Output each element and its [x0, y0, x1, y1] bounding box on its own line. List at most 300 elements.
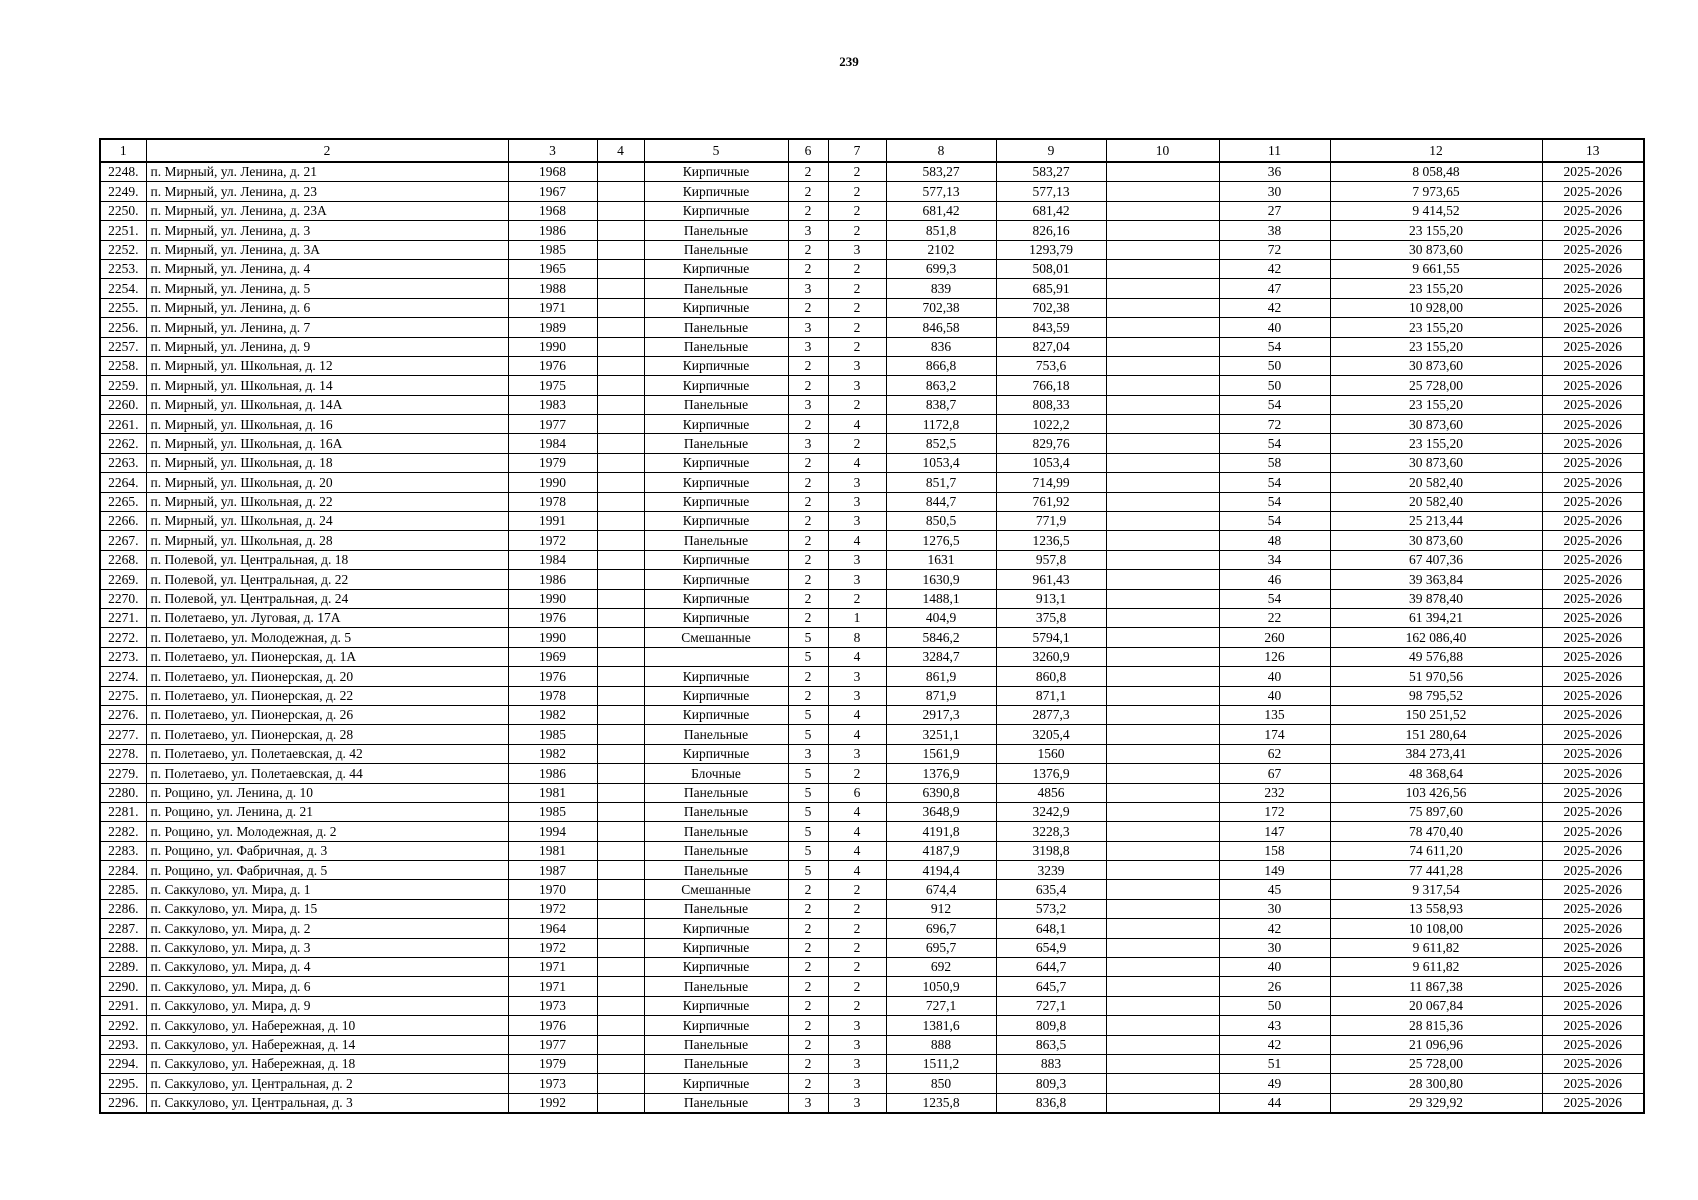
- total-area-cell: 888: [886, 1035, 996, 1054]
- table-row: [100, 395, 1644, 414]
- year-cell: 1986: [508, 570, 597, 589]
- column-4-cell: [597, 705, 644, 724]
- cost-cell: 9 661,55: [1330, 259, 1542, 278]
- entrances-cell: 2: [828, 938, 886, 957]
- cost-cell: 151 280,64: [1330, 725, 1542, 744]
- row-number: 2273.: [100, 647, 146, 666]
- wall-material-cell: Кирпичные: [644, 550, 788, 569]
- period-cell: 2025-2026: [1542, 589, 1644, 608]
- wall-material-cell: Панельные: [644, 802, 788, 821]
- residents-cell: 34: [1219, 550, 1330, 569]
- year-cell: 1985: [508, 802, 597, 821]
- column-10-cell: [1106, 705, 1219, 724]
- entrances-cell: 2: [828, 958, 886, 977]
- total-area-cell: 4191,8: [886, 822, 996, 841]
- address-cell: п. Саккулово, ул. Мира, д. 6: [146, 977, 508, 996]
- column-header-4: 4: [597, 139, 644, 162]
- residents-cell: 260: [1219, 628, 1330, 647]
- total-area-cell: 583,27: [886, 162, 996, 182]
- table-row: [100, 783, 1644, 802]
- row-number: 2257.: [100, 337, 146, 356]
- table-row: [100, 1054, 1644, 1073]
- living-area-cell: 1376,9: [996, 764, 1106, 783]
- total-area-cell: 851,7: [886, 473, 996, 492]
- column-10-cell: [1106, 415, 1219, 434]
- year-cell: 1968: [508, 201, 597, 220]
- row-number: 2249.: [100, 182, 146, 201]
- floors-cell: 3: [788, 434, 828, 453]
- column-10-cell: [1106, 1035, 1219, 1054]
- total-area-cell: 866,8: [886, 356, 996, 375]
- entrances-cell: 3: [828, 744, 886, 763]
- entrances-cell: 2: [828, 221, 886, 240]
- cost-cell: 13 558,93: [1330, 899, 1542, 918]
- column-4-cell: [597, 356, 644, 375]
- entrances-cell: 3: [828, 492, 886, 511]
- living-area-cell: 3260,9: [996, 647, 1106, 666]
- row-number: 2258.: [100, 356, 146, 375]
- total-area-cell: 1050,9: [886, 977, 996, 996]
- residents-cell: 62: [1219, 744, 1330, 763]
- wall-material-cell: Кирпичные: [644, 608, 788, 627]
- column-4-cell: [597, 744, 644, 763]
- column-10-cell: [1106, 628, 1219, 647]
- year-cell: 1969: [508, 647, 597, 666]
- year-cell: 1978: [508, 492, 597, 511]
- column-10-cell: [1106, 802, 1219, 821]
- floors-cell: 2: [788, 899, 828, 918]
- wall-material-cell: Кирпичные: [644, 667, 788, 686]
- address-cell: п. Мирный, ул. Ленина, д. 23А: [146, 201, 508, 220]
- cost-cell: 28 815,36: [1330, 1016, 1542, 1035]
- address-cell: п. Саккулово, ул. Набережная, д. 10: [146, 1016, 508, 1035]
- table-row: [100, 1016, 1644, 1035]
- living-area-cell: 1022,2: [996, 415, 1106, 434]
- address-cell: п. Полетаево, ул. Пионерская, д. 26: [146, 705, 508, 724]
- row-number: 2278.: [100, 744, 146, 763]
- wall-material-cell: Кирпичные: [644, 453, 788, 472]
- column-10-cell: [1106, 899, 1219, 918]
- wall-material-cell: Панельные: [644, 1054, 788, 1073]
- entrances-cell: 3: [828, 1054, 886, 1073]
- address-cell: п. Рощино, ул. Ленина, д. 21: [146, 802, 508, 821]
- column-4-cell: [597, 550, 644, 569]
- wall-material-cell: Панельные: [644, 841, 788, 860]
- period-cell: 2025-2026: [1542, 764, 1644, 783]
- row-number: 2276.: [100, 705, 146, 724]
- wall-material-cell: Панельные: [644, 337, 788, 356]
- address-cell: п. Мирный, ул. Школьная, д. 16: [146, 415, 508, 434]
- address-cell: п. Полетаево, ул. Луговая, д. 17А: [146, 608, 508, 627]
- wall-material-cell: Панельные: [644, 725, 788, 744]
- living-area-cell: 3239: [996, 861, 1106, 880]
- floors-cell: 2: [788, 298, 828, 317]
- period-cell: 2025-2026: [1542, 1035, 1644, 1054]
- living-area-cell: 5794,1: [996, 628, 1106, 647]
- row-number: 2284.: [100, 861, 146, 880]
- wall-material-cell: Кирпичные: [644, 705, 788, 724]
- living-area-cell: 714,99: [996, 473, 1106, 492]
- table-row: [100, 667, 1644, 686]
- cost-cell: 23 155,20: [1330, 221, 1542, 240]
- year-cell: 1982: [508, 744, 597, 763]
- column-4-cell: [597, 608, 644, 627]
- table-row: [100, 240, 1644, 259]
- entrances-cell: 2: [828, 589, 886, 608]
- year-cell: 1984: [508, 550, 597, 569]
- wall-material-cell: Кирпичные: [644, 744, 788, 763]
- floors-cell: 5: [788, 822, 828, 841]
- living-area-cell: 635,4: [996, 880, 1106, 899]
- year-cell: 1978: [508, 686, 597, 705]
- row-number: 2292.: [100, 1016, 146, 1035]
- row-number: 2285.: [100, 880, 146, 899]
- residents-cell: 50: [1219, 356, 1330, 375]
- year-cell: 1990: [508, 628, 597, 647]
- column-4-cell: [597, 240, 644, 259]
- column-10-cell: [1106, 1016, 1219, 1035]
- address-cell: п. Саккулово, ул. Центральная, д. 2: [146, 1074, 508, 1093]
- period-cell: 2025-2026: [1542, 376, 1644, 395]
- living-area-cell: 644,7: [996, 958, 1106, 977]
- wall-material-cell: Кирпичные: [644, 473, 788, 492]
- entrances-cell: 2: [828, 337, 886, 356]
- column-10-cell: [1106, 531, 1219, 550]
- entrances-cell: 2: [828, 919, 886, 938]
- row-number: 2294.: [100, 1054, 146, 1073]
- table-row: [100, 802, 1644, 821]
- total-area-cell: 695,7: [886, 938, 996, 957]
- year-cell: 1976: [508, 608, 597, 627]
- residents-cell: 54: [1219, 492, 1330, 511]
- floors-cell: 2: [788, 1054, 828, 1073]
- column-4-cell: [597, 201, 644, 220]
- column-4-cell: [597, 880, 644, 899]
- column-10-cell: [1106, 919, 1219, 938]
- column-4-cell: [597, 570, 644, 589]
- table-row: [100, 453, 1644, 472]
- period-cell: 2025-2026: [1542, 492, 1644, 511]
- period-cell: 2025-2026: [1542, 512, 1644, 531]
- entrances-cell: 4: [828, 841, 886, 860]
- residents-cell: 26: [1219, 977, 1330, 996]
- table-row: [100, 958, 1644, 977]
- living-area-cell: 829,76: [996, 434, 1106, 453]
- row-number: 2252.: [100, 240, 146, 259]
- living-area-cell: 871,1: [996, 686, 1106, 705]
- wall-material-cell: Кирпичные: [644, 589, 788, 608]
- year-cell: 1987: [508, 861, 597, 880]
- year-cell: 1977: [508, 415, 597, 434]
- entrances-cell: 2: [828, 318, 886, 337]
- address-cell: п. Саккулово, ул. Набережная, д. 14: [146, 1035, 508, 1054]
- column-10-cell: [1106, 434, 1219, 453]
- period-cell: 2025-2026: [1542, 337, 1644, 356]
- table-row: [100, 996, 1644, 1015]
- floors-cell: 2: [788, 201, 828, 220]
- period-cell: 2025-2026: [1542, 686, 1644, 705]
- cost-cell: 20 582,40: [1330, 473, 1542, 492]
- entrances-cell: 2: [828, 201, 886, 220]
- total-area-cell: 6390,8: [886, 783, 996, 802]
- residents-cell: 46: [1219, 570, 1330, 589]
- total-area-cell: 404,9: [886, 608, 996, 627]
- row-number: 2256.: [100, 318, 146, 337]
- total-area-cell: 846,58: [886, 318, 996, 337]
- total-area-cell: 5846,2: [886, 628, 996, 647]
- total-area-cell: 1488,1: [886, 589, 996, 608]
- housing-register-table: [99, 138, 1645, 1114]
- column-10-cell: [1106, 1074, 1219, 1093]
- residents-cell: 40: [1219, 667, 1330, 686]
- row-number: 2248.: [100, 162, 146, 182]
- row-number: 2267.: [100, 531, 146, 550]
- living-area-cell: 577,13: [996, 182, 1106, 201]
- address-cell: п. Мирный, ул. Ленина, д. 7: [146, 318, 508, 337]
- period-cell: 2025-2026: [1542, 395, 1644, 414]
- floors-cell: 5: [788, 628, 828, 647]
- table-header: [100, 139, 1644, 162]
- living-area-cell: 860,8: [996, 667, 1106, 686]
- column-header-5: 5: [644, 139, 788, 162]
- table-row: [100, 977, 1644, 996]
- floors-cell: 2: [788, 512, 828, 531]
- floors-cell: 2: [788, 182, 828, 201]
- living-area-cell: 961,43: [996, 570, 1106, 589]
- residents-cell: 40: [1219, 318, 1330, 337]
- address-cell: п. Мирный, ул. Ленина, д. 6: [146, 298, 508, 317]
- column-4-cell: [597, 279, 644, 298]
- total-area-cell: 2917,3: [886, 705, 996, 724]
- entrances-cell: 4: [828, 531, 886, 550]
- total-area-cell: 3251,1: [886, 725, 996, 744]
- floors-cell: 5: [788, 764, 828, 783]
- wall-material-cell: Смешанные: [644, 628, 788, 647]
- year-cell: 1975: [508, 376, 597, 395]
- period-cell: 2025-2026: [1542, 473, 1644, 492]
- floors-cell: 2: [788, 608, 828, 627]
- period-cell: 2025-2026: [1542, 318, 1644, 337]
- period-cell: 2025-2026: [1542, 705, 1644, 724]
- total-area-cell: 681,42: [886, 201, 996, 220]
- floors-cell: 5: [788, 647, 828, 666]
- row-number: 2255.: [100, 298, 146, 317]
- cost-cell: 384 273,41: [1330, 744, 1542, 763]
- floors-cell: 2: [788, 996, 828, 1015]
- cost-cell: 29 329,92: [1330, 1093, 1542, 1113]
- column-10-cell: [1106, 667, 1219, 686]
- address-cell: п. Рощино, ул. Ленина, д. 10: [146, 783, 508, 802]
- row-number: 2269.: [100, 570, 146, 589]
- table-row: [100, 919, 1644, 938]
- column-10-cell: [1106, 880, 1219, 899]
- table-row: [100, 376, 1644, 395]
- residents-cell: 54: [1219, 337, 1330, 356]
- column-header-2: 2: [146, 139, 508, 162]
- address-cell: п. Мирный, ул. Ленина, д. 3А: [146, 240, 508, 259]
- total-area-cell: 699,3: [886, 259, 996, 278]
- cost-cell: 9 611,82: [1330, 958, 1542, 977]
- address-cell: п. Саккулово, ул. Набережная, д. 18: [146, 1054, 508, 1073]
- residents-cell: 40: [1219, 686, 1330, 705]
- floors-cell: 2: [788, 531, 828, 550]
- residents-cell: 49: [1219, 1074, 1330, 1093]
- cost-cell: 9 317,54: [1330, 880, 1542, 899]
- period-cell: 2025-2026: [1542, 977, 1644, 996]
- row-number: 2282.: [100, 822, 146, 841]
- cost-cell: 75 897,60: [1330, 802, 1542, 821]
- wall-material-cell: Кирпичные: [644, 259, 788, 278]
- floors-cell: 2: [788, 240, 828, 259]
- living-area-cell: 863,5: [996, 1035, 1106, 1054]
- year-cell: 1977: [508, 1035, 597, 1054]
- wall-material-cell: Панельные: [644, 279, 788, 298]
- year-cell: 1986: [508, 764, 597, 783]
- floors-cell: 2: [788, 686, 828, 705]
- row-number: 2290.: [100, 977, 146, 996]
- entrances-cell: 3: [828, 1016, 886, 1035]
- floors-cell: 2: [788, 492, 828, 511]
- residents-cell: 126: [1219, 647, 1330, 666]
- total-area-cell: 4187,9: [886, 841, 996, 860]
- table-row: [100, 221, 1644, 240]
- table-row: [100, 628, 1644, 647]
- column-4-cell: [597, 919, 644, 938]
- row-number: 2253.: [100, 259, 146, 278]
- living-area-cell: 583,27: [996, 162, 1106, 182]
- row-number: 2271.: [100, 608, 146, 627]
- column-4-cell: [597, 589, 644, 608]
- table-row: [100, 318, 1644, 337]
- row-number: 2262.: [100, 434, 146, 453]
- residents-cell: 30: [1219, 938, 1330, 957]
- address-cell: п. Полетаево, ул. Полетаевская, д. 42: [146, 744, 508, 763]
- total-area-cell: 852,5: [886, 434, 996, 453]
- residents-cell: 149: [1219, 861, 1330, 880]
- column-10-cell: [1106, 356, 1219, 375]
- floors-cell: 2: [788, 415, 828, 434]
- column-4-cell: [597, 647, 644, 666]
- wall-material-cell: Кирпичные: [644, 1074, 788, 1093]
- address-cell: п. Саккулово, ул. Мира, д. 1: [146, 880, 508, 899]
- table-row: [100, 822, 1644, 841]
- cost-cell: 49 576,88: [1330, 647, 1542, 666]
- column-4-cell: [597, 802, 644, 821]
- address-cell: п. Полетаево, ул. Полетаевская, д. 44: [146, 764, 508, 783]
- column-10-cell: [1106, 240, 1219, 259]
- address-cell: п. Рощино, ул. Фабричная, д. 3: [146, 841, 508, 860]
- year-cell: 1964: [508, 919, 597, 938]
- period-cell: 2025-2026: [1542, 453, 1644, 472]
- residents-cell: 67: [1219, 764, 1330, 783]
- column-4-cell: [597, 977, 644, 996]
- table-row: [100, 279, 1644, 298]
- entrances-cell: 2: [828, 162, 886, 182]
- cost-cell: 25 728,00: [1330, 1054, 1542, 1073]
- column-header-11: 11: [1219, 139, 1330, 162]
- cost-cell: 23 155,20: [1330, 279, 1542, 298]
- column-10-cell: [1106, 182, 1219, 201]
- floors-cell: 3: [788, 279, 828, 298]
- residents-cell: 27: [1219, 201, 1330, 220]
- address-cell: п. Полевой, ул. Центральная, д. 24: [146, 589, 508, 608]
- wall-material-cell: Кирпичные: [644, 201, 788, 220]
- total-area-cell: 836: [886, 337, 996, 356]
- row-number: 2283.: [100, 841, 146, 860]
- entrances-cell: 4: [828, 415, 886, 434]
- table-row: [100, 162, 1644, 182]
- address-cell: п. Мирный, ул. Ленина, д. 4: [146, 259, 508, 278]
- period-cell: 2025-2026: [1542, 802, 1644, 821]
- table-row: [100, 899, 1644, 918]
- residents-cell: 30: [1219, 182, 1330, 201]
- address-cell: п. Мирный, ул. Школьная, д. 18: [146, 453, 508, 472]
- column-4-cell: [597, 628, 644, 647]
- floors-cell: 2: [788, 570, 828, 589]
- residents-cell: 38: [1219, 221, 1330, 240]
- column-4-cell: [597, 725, 644, 744]
- address-cell: п. Мирный, ул. Ленина, д. 23: [146, 182, 508, 201]
- living-area-cell: 957,8: [996, 550, 1106, 569]
- total-area-cell: 861,9: [886, 667, 996, 686]
- residents-cell: 158: [1219, 841, 1330, 860]
- column-header-9: 9: [996, 139, 1106, 162]
- year-cell: 1982: [508, 705, 597, 724]
- address-cell: п. Мирный, ул. Школьная, д. 24: [146, 512, 508, 531]
- entrances-cell: 3: [828, 550, 886, 569]
- address-cell: п. Мирный, ул. Ленина, д. 21: [146, 162, 508, 182]
- entrances-cell: 3: [828, 356, 886, 375]
- floors-cell: 2: [788, 589, 828, 608]
- year-cell: 1972: [508, 938, 597, 957]
- address-cell: п. Рощино, ул. Фабричная, д. 5: [146, 861, 508, 880]
- residents-cell: 50: [1219, 376, 1330, 395]
- wall-material-cell: Панельные: [644, 434, 788, 453]
- row-number: 2291.: [100, 996, 146, 1015]
- column-10-cell: [1106, 861, 1219, 880]
- wall-material-cell: Кирпичные: [644, 298, 788, 317]
- residents-cell: 54: [1219, 512, 1330, 531]
- wall-material-cell: Панельные: [644, 221, 788, 240]
- total-area-cell: 863,2: [886, 376, 996, 395]
- cost-cell: 25 213,44: [1330, 512, 1542, 531]
- period-cell: 2025-2026: [1542, 996, 1644, 1015]
- column-header-8: 8: [886, 139, 996, 162]
- column-10-cell: [1106, 1093, 1219, 1113]
- address-cell: п. Полетаево, ул. Пионерская, д. 1А: [146, 647, 508, 666]
- year-cell: 1981: [508, 783, 597, 802]
- entrances-cell: 2: [828, 880, 886, 899]
- column-10-cell: [1106, 1054, 1219, 1073]
- wall-material-cell: Панельные: [644, 977, 788, 996]
- period-cell: 2025-2026: [1542, 434, 1644, 453]
- floors-cell: 2: [788, 938, 828, 957]
- floors-cell: 2: [788, 550, 828, 569]
- living-area-cell: 3205,4: [996, 725, 1106, 744]
- address-cell: п. Полетаево, ул. Пионерская, д. 20: [146, 667, 508, 686]
- year-cell: 1972: [508, 899, 597, 918]
- period-cell: 2025-2026: [1542, 899, 1644, 918]
- living-area-cell: 913,1: [996, 589, 1106, 608]
- floors-cell: 3: [788, 221, 828, 240]
- cost-cell: 74 611,20: [1330, 841, 1542, 860]
- year-cell: 1976: [508, 356, 597, 375]
- entrances-cell: 4: [828, 725, 886, 744]
- entrances-cell: 4: [828, 705, 886, 724]
- period-cell: 2025-2026: [1542, 647, 1644, 666]
- entrances-cell: 2: [828, 395, 886, 414]
- year-cell: 1986: [508, 221, 597, 240]
